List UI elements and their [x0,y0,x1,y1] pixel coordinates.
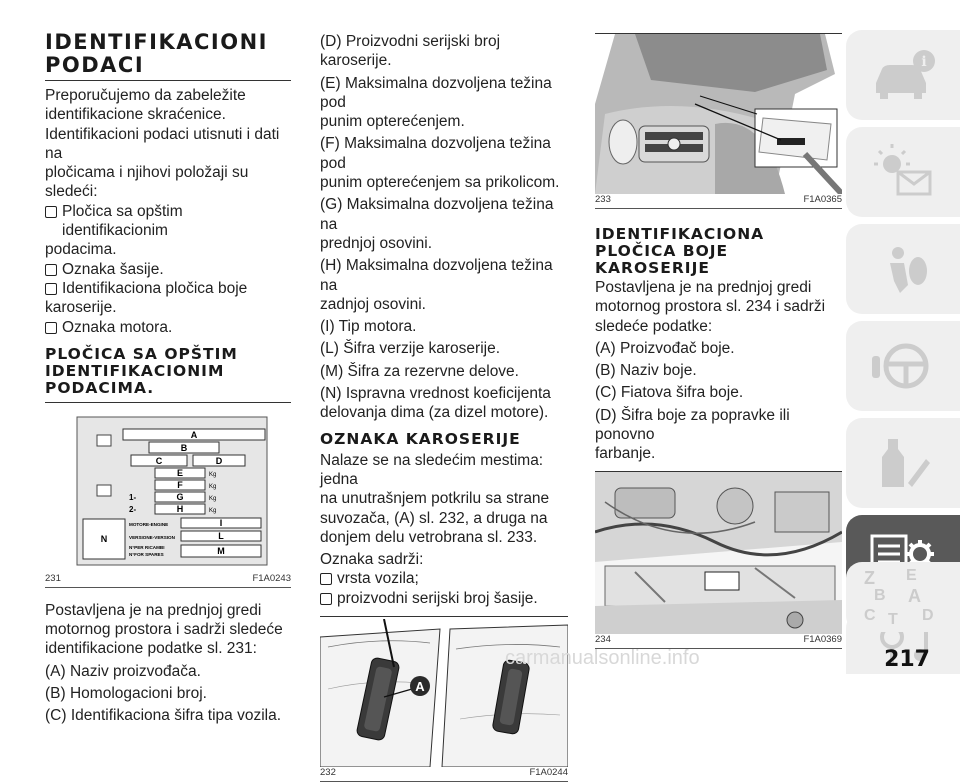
list-item: (A) Naziv proizvođača. [45,662,201,680]
checkbox-bullet-icon [45,283,57,295]
paint-plate-paragraph: Postavljena je na prednjoj gredi motornog prostora sl. 234 i sadrži sledeće podatke: [595,279,826,335]
figure-code: F1A0243 [252,572,291,584]
svg-text:E: E [906,567,917,584]
plate-kg-2: Kg [209,483,217,490]
plate-versione: VERSIONE-VERSION [129,534,175,540]
list-item: (E) Maksimalna dozvoljena težina pod [320,74,552,111]
list-item: (D) Šifra boje za popravke ili ponovno [595,406,790,444]
svg-text:Z: Z [864,568,875,588]
figure-code: F1A0365 [803,194,842,205]
safety-icon [868,241,938,297]
figure-231 [45,405,291,573]
figure-233 [595,34,842,194]
plate-row-2: 2- [129,504,137,514]
van-windscreen-photo [595,34,842,194]
checkbox-bullet-icon [45,322,57,334]
list-item: (M) Šifra za rezervne delove. [320,362,519,380]
section-heading-plate: PLOČICA SA OPŠTIM IDENTIFIKACIONIM PODACIMA. [45,344,238,397]
list-item: (F) Maksimalna dozvoljena težina pod [320,135,551,172]
watermark: carmanualsonline.info [505,647,700,669]
list-item: (D) Proizvodni serijski broj karoserije. [320,33,501,70]
plate-label-g: G [176,491,184,502]
list-item: (A) Proizvođač boje. [595,339,735,357]
figure-234-caption [595,634,842,645]
list-item: vrsta vozila; [320,569,568,588]
plate-ricambi-1: N°PER RICAMBI [129,544,165,550]
section-rule [320,616,568,617]
tab-warning-lights[interactable] [846,127,960,217]
title-rule [45,80,291,81]
figure-code: F1A0369 [803,633,842,645]
tab-car-info[interactable] [846,30,960,120]
figure-number: 234 [595,633,611,645]
plate-ricambi-2: N°FOR SPARES [129,551,164,557]
svg-text:T: T [888,611,898,628]
warning-lights-icon [868,144,938,200]
list-item: (C) Fiatova šifra boje. [595,384,744,402]
plate-label-f: F [177,479,183,490]
plate-label-e: E [176,467,184,478]
figure-number: 232 [320,767,336,779]
emergency-icon [868,435,938,491]
section-rule [45,402,291,403]
driving-icon [868,338,938,394]
list-item: (L) Šifra verzije karoserije. [320,340,501,358]
plate-motore: MOTORE-ENGINE [129,521,169,527]
intro-paragraph: Preporučujemo da zabeležite identifikacione skraćenice. Identifikacioni podaci utisnuti i dati na pločicama i njihovi položaji su sledeći: [45,87,280,201]
svg-text:D: D [922,607,934,624]
body-marking-paragraph: Nalaze se na sledećim mestima: jedna na unutrašnjem potkrilu sa strane suvozača, (A) sl. 232, a druga na donjem delu vetrobrana sl. 233. [320,451,550,546]
plate-items [45,662,291,726]
plate-items-continued: (D) Proizvodni serijski broj karoserije. (E) Maksimalna dozvoljena težina pod punim opterećenjem. (F) Maksimalna dozvoljena težina pod punim opterećenjem sa prikolicom. (G) Maksimalna dozvoljena težina na prednjoj osovini. (H) Maksimalna dozvoljena težina na zadnjoj osovini. (I) Tip motora. (L) Šifra verzije karoserije. (M) Šifra za rezervne delove. (N) Ispravna vrednost koeficijenta delovanja dima (za dizel motore). [320,32,568,423]
svg-text:C: C [864,607,876,624]
checkbox-bullet-icon [45,206,57,218]
tab-emergency[interactable] [846,418,960,508]
plate-label-l: L [218,530,224,541]
svg-text:B: B [874,587,886,604]
tab-safety[interactable] [846,224,960,314]
checkbox-bullet-icon [320,593,332,605]
plate-label-i: I [219,517,223,528]
plate-kg-1: Kg [209,471,217,478]
list-item: (N) Ispravna vrednost koeficijenta [320,385,551,403]
list-item: (C) Identifikaciona šifra tipa vozila. [45,707,282,725]
checkbox-bullet-icon [320,573,332,585]
column-3 [595,0,842,649]
svg-text:A: A [908,586,921,606]
caption-rule [45,587,291,588]
figure-number: 231 [45,572,61,584]
caption-rule [595,208,842,209]
figure-231-caption [45,573,291,584]
figure-232 [320,619,568,767]
contains-label: Oznaka sadrži: [320,551,424,569]
column-1 [45,0,291,726]
plate-row-1: 1- [129,492,137,502]
figure-number: 233 [595,194,611,205]
list-item: (I) Tip motora. [320,318,417,336]
list-item: (G) Maksimalna dozvoljena težina na [320,196,554,233]
plate-label-m: M [217,545,225,556]
plate-label-a: A [190,429,198,440]
page-title-line-2: PODACI [45,53,145,77]
list-item: (B) Homologacioni broj. [45,685,207,703]
plate-kg-3: Kg [209,495,217,502]
list-item: Pločica sa opštim identifikacionim [45,202,291,241]
index-icon [846,562,946,632]
intro-bullet-list: Pločica sa opštim identifikacionim podacima. Oznaka šasije. Identifikaciona pločica boje karoserije. Oznaka motora. [45,202,291,337]
plate-label-n: N [100,533,108,544]
checkbox-bullet-icon [45,264,57,276]
plate-label-h: H [176,503,184,514]
svg-text:i: i [921,54,927,70]
identification-plate-diagram [45,405,291,573]
list-item: proizvodni serijski broj šasije. [320,589,568,608]
figure-232-caption [320,767,568,778]
plate-label-d: D [215,455,223,466]
tab-driving[interactable] [846,321,960,411]
list-item: (B) Naziv boje. [595,362,697,380]
page-title-line-1: IDENTIFIKACIONI [45,30,268,54]
figure-code: F1A0244 [529,767,568,779]
engine-bay-photo [595,472,842,634]
plate-kg-4: Kg [209,507,217,514]
plate-label-b: B [180,442,188,453]
tab-index[interactable] [846,562,960,632]
figure-233-caption [595,194,842,205]
figure-234 [595,472,842,634]
figure-label-a: A [415,679,425,695]
list-item: Oznaka šasije. [45,260,291,279]
plate-description: Postavljena je na prednjoj gredi motornog prostora i sadrži sledeće identifikacione podatke sl. 231: [45,601,283,658]
list-item: Oznaka motora. [45,318,291,337]
list-item: Identifikaciona pločica boje [45,279,291,298]
list-item: (H) Maksimalna dozvoljena težina na [320,257,553,294]
section-heading-paint-plate: IDENTIFIKACIONA PLOČICA BOJE KAROSERIJE [595,225,765,277]
section-heading-body-marking: OZNAKA KAROSERIJE [320,429,521,448]
inner-wheelarch-photo [320,619,568,767]
page-number: 217 [884,647,930,672]
car-info-icon [868,47,938,103]
paint-plate-items: (A) Proizvođač boje. (B) Naziv boje. (C) Fiatova šifra boje. (D) Šifra boje za popravke ili ponovno farbanje. [595,339,842,464]
plate-label-c: C [155,455,163,466]
